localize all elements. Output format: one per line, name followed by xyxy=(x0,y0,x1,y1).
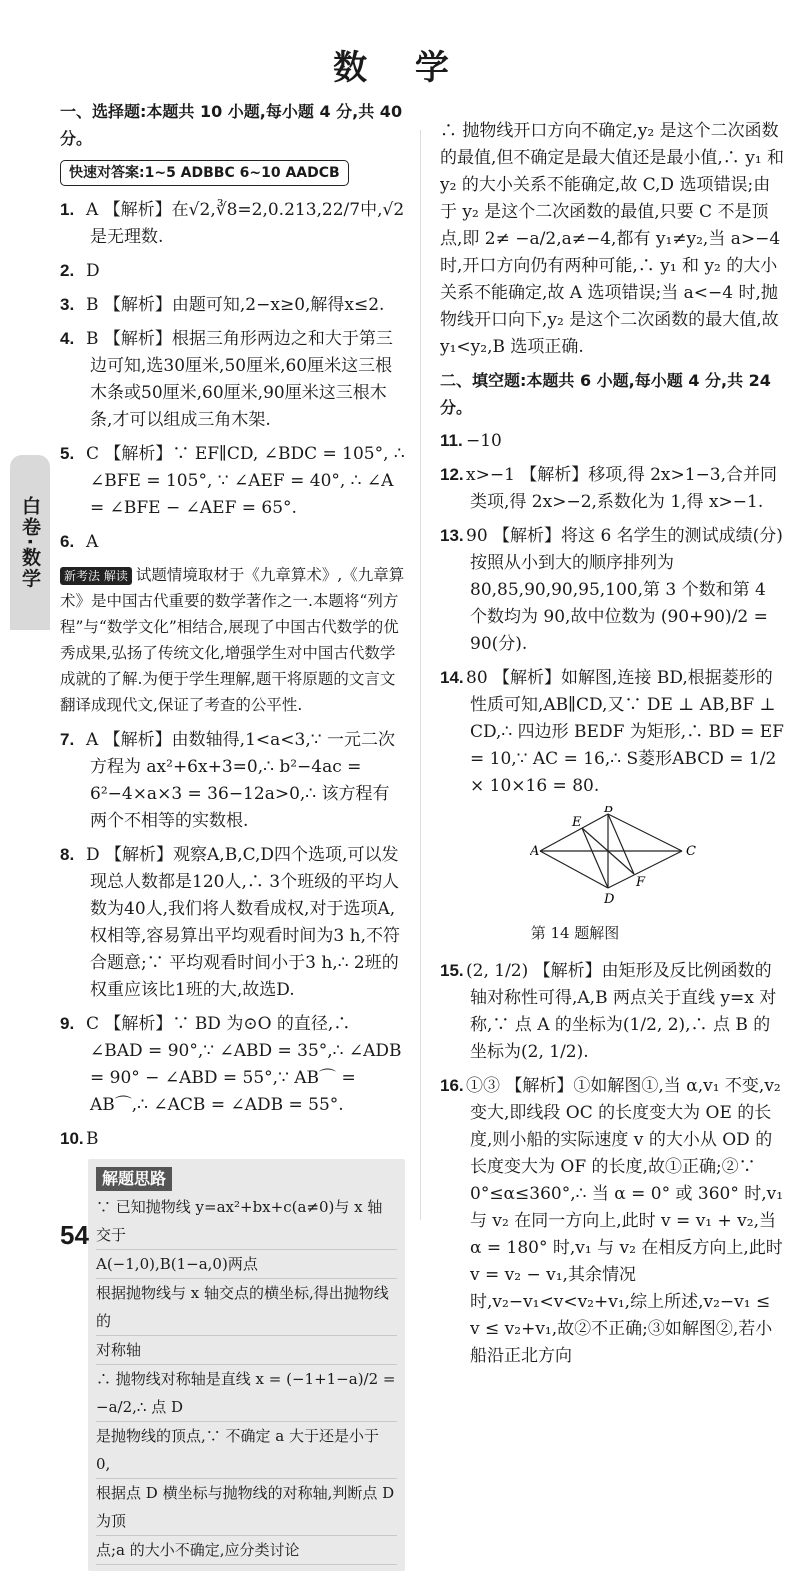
item-text: 90 【解析】将这 6 名学生的测试成绩(分)按照从小到大的顺序排列为 80,85,90,90,95,100,第 3 个数和第 4 个数均为 90,故中位数为 (90+90)/2 = 90(分). xyxy=(466,526,783,654)
rhombus-diagram xyxy=(530,806,710,911)
answer-item xyxy=(440,1072,785,1370)
continued-text: ∴ 抛物线开口方向不确定,y₂ 是这个二次函数的最值,但不确定是最大值还是最小值,∴ y₁ 和 y₂ 的大小关系不能确定,故 C,D 选项错误;由于 y₂ 是这个二次函数的最值,只要 C 不是顶点,即 2≠ −a/2,a≠−4,都有 y₁≠y₂,当 a>−4 时,开口方向仍有两种可能,∴ y₁ 和 y₂ 的大小关系不能确定,故 A 选项错误;当 a<−4 时,抛物线开口向下,y₂ 是这个二次函数的最大值,故 y₁<y₂,B 选项正确. xyxy=(440,121,785,357)
answer-item xyxy=(440,522,785,658)
item-text: x>−1 【解析】移项,得 2x>1−3,合并同类项,得 2x>−2,系数化为 1,得 x>−1. xyxy=(466,465,778,512)
item-number: 8. xyxy=(60,845,75,864)
answer-item xyxy=(440,664,785,800)
item-text: A 【解析】在√2,∛8=2,0.213,22/7中,√2是无理数. xyxy=(86,200,405,247)
solution-hint-box xyxy=(88,1159,405,1571)
answer-item xyxy=(60,196,405,251)
label-c: C xyxy=(686,844,696,859)
item-number: 15. xyxy=(440,961,464,980)
answer-list-2 xyxy=(60,726,405,1153)
item-text: A xyxy=(86,532,99,552)
label-a: A xyxy=(530,844,540,859)
hint-line: 对称轴 xyxy=(96,1336,397,1365)
hint-line: 点;a 的大小不确定,应分类讨论 xyxy=(96,1536,397,1565)
item-number: 5. xyxy=(60,444,75,463)
label-f: F xyxy=(636,875,646,890)
item-text: B 【解析】根据三角形两边之和大于第三边可知,选30厘米,50厘米,60厘米这三根木条或50厘米,60厘米,90厘米这三根木条,才可以组成三角木架. xyxy=(86,329,393,430)
note-text: 试题情境取材于《九章算术》,《九章算术》是中国古代重要的数学著作之一.本题将“列方程”与“数学文化”相结合,展现了中国古代数学的优秀成果,弘扬了传统文化,增强学生对中国古代数学成就的了解.为便于学生理解,题干将原题的文言文翻译成现代文,保证了考查的公平性. xyxy=(60,566,405,714)
item-number: 7. xyxy=(60,730,75,749)
item-number: 16. xyxy=(440,1076,464,1095)
new-method-note xyxy=(60,562,405,718)
item-text: B xyxy=(86,1129,99,1149)
item-number: 6. xyxy=(60,532,75,551)
hint-line: ∴ 抛物线对称轴是直线 x = (−1+1−a)/2 = −a/2,∴ 点 D xyxy=(96,1365,397,1422)
note-badge: 新考法 解读 xyxy=(60,567,132,585)
hint-line: A(−1,0),B(1−a,0)两点 xyxy=(96,1250,397,1279)
item-number: 4. xyxy=(60,329,75,348)
answer-item xyxy=(60,440,405,522)
answer-list xyxy=(60,196,405,556)
answer-item xyxy=(60,726,405,835)
item-text: B 【解析】由题可知,2−x≥0,解得x≤2. xyxy=(86,295,385,315)
label-b: B xyxy=(604,806,614,816)
item-number: 3. xyxy=(60,295,75,314)
side-tab-label: 白卷·数学 xyxy=(19,495,41,590)
answer-item xyxy=(60,841,405,1004)
item-number: 14. xyxy=(440,668,464,687)
answer-item xyxy=(60,1125,405,1153)
column-divider xyxy=(420,130,421,1220)
label-d: D xyxy=(604,892,615,907)
item-text: ①③ 【解析】①如解图①,当 α,v₁ 不变,v₂ 变大,即线段 OC 的长度变大为 OE 的长度,则小船的实际速度 v 的大小从 OD 的长度变大为 OF 的长度,故①正确;②∵ 0°≤α≤360°,∴ 当 α = 0° 或 360° 时,v₁ 与 v₂ 在同一方向上,此时 v = v₁ + v₂,当 α = 180° 时,v₁ 与 v₂ 在相反方向上,此时 v = v₂ − v₁,其余情况时,v₂−v₁<v<v₂+v₁,综上所述,v₂−v₁ ≤ v ≤ v₂+v₁,故②不正确;③如解图②,若小船沿正北方向 xyxy=(466,1076,784,1366)
item-number: 12. xyxy=(440,465,464,484)
answer-item xyxy=(440,427,785,455)
answer-item xyxy=(60,528,405,556)
answer-item xyxy=(440,957,785,1066)
section-heading: 一、选择题:本题共 10 小题,每小题 4 分,共 40 分。 xyxy=(60,102,403,148)
hint-title: 解题思路 xyxy=(96,1167,172,1191)
left-column xyxy=(60,96,405,1571)
rhombus-figure xyxy=(530,806,785,920)
answer-item xyxy=(60,257,405,285)
quick-answers-box: 快速对答案:1~5 ADBBC 6~10 AADCB xyxy=(60,160,349,186)
item-text: 80 【解析】如解图,连接 BD,根据菱形的性质可知,AB∥CD,又∵ DE ⊥ AB,BF ⊥ CD,∴ 四边形 BEDF 为矩形,∴ BD = EF = 10,∵ AC = 16,∴ S菱形ABCD = 1/2 × 10×16 = 80. xyxy=(466,668,784,796)
item-number: 11. xyxy=(440,431,463,450)
page-number: 54 xyxy=(60,1220,89,1250)
item-number: 1. xyxy=(60,200,75,219)
hint-line: 是抛物线的顶点,∵ 不确定 a 大于还是小于 0, xyxy=(96,1422,397,1479)
item-number: 13. xyxy=(440,526,464,545)
item-text: (2, 1/2) 【解析】由矩形及反比例函数的轴对称性可得,A,B 两点关于直线 y=x 对称,∵ 点 A 的坐标为(1/2, 2),∴ 点 B 的坐标为(2, 1/2). xyxy=(466,961,777,1062)
item-text: D 【解析】观察A,B,C,D四个选项,可以发现总人数都是120人,∴ 3个班级的平均人数为40人,我们将人数看成权,对于选项A,权相等,容易算出平均观看时间为3 h,不符合题意;∵ 平均观看时间小于3 h,∴ 2班的权重应该比1班的大,故选D. xyxy=(86,845,400,1000)
item-text: −10 xyxy=(466,431,502,451)
item-text: C 【解析】∵ EF∥CD, ∠BDC = 105°, ∴ ∠BFE = 105°, ∵ ∠AEF = 40°, ∴ ∠A = ∠BFE − ∠AEF = 65°. xyxy=(86,444,405,518)
item-number: 10. xyxy=(60,1129,84,1148)
hint-line: 根据点 D 横坐标与抛物线的对称轴,判断点 D 为顶 xyxy=(96,1479,397,1536)
item-text: C 【解析】∵ BD 为⊙O 的直径,∴ ∠BAD = 90°,∵ ∠ABD = 35°,∴ ∠ADB = 90° − ∠ABD = 55°,∵ AB⌒ = AB⌒,∴ ∠ACB = ∠ADB = 55°. xyxy=(86,1014,402,1115)
hint-line: ∵ 已知抛物线 y=ax²+bx+c(a≠0)与 x 轴交于 xyxy=(96,1193,397,1250)
item-text: A 【解析】由数轴得,1<a<3,∵ 一元二次方程为 ax²+6x+3=0,∴ b²−4ac = 6²−4×a×3 = 36−12a>0,∴ 该方程有两个不相等的实数根. xyxy=(86,730,395,831)
side-tab xyxy=(10,455,50,630)
label-e: E xyxy=(572,815,582,830)
answer-item xyxy=(60,325,405,434)
answer-item xyxy=(60,291,405,319)
item-number: 2. xyxy=(60,261,75,280)
item-number: 9. xyxy=(60,1014,75,1033)
answer-item xyxy=(60,1010,405,1119)
item-text: D xyxy=(86,261,100,281)
right-column xyxy=(440,118,785,1376)
page-title: 数 学 xyxy=(333,48,467,88)
answer-item xyxy=(440,461,785,516)
hint-line: 根据抛物线与 x 轴交点的横坐标,得出抛物线的 xyxy=(96,1279,397,1336)
figure-caption: 第 14 题解图 xyxy=(530,924,620,942)
section-heading: 二、填空题:本题共 6 小题,每小题 4 分,共 24 分。 xyxy=(440,371,771,417)
